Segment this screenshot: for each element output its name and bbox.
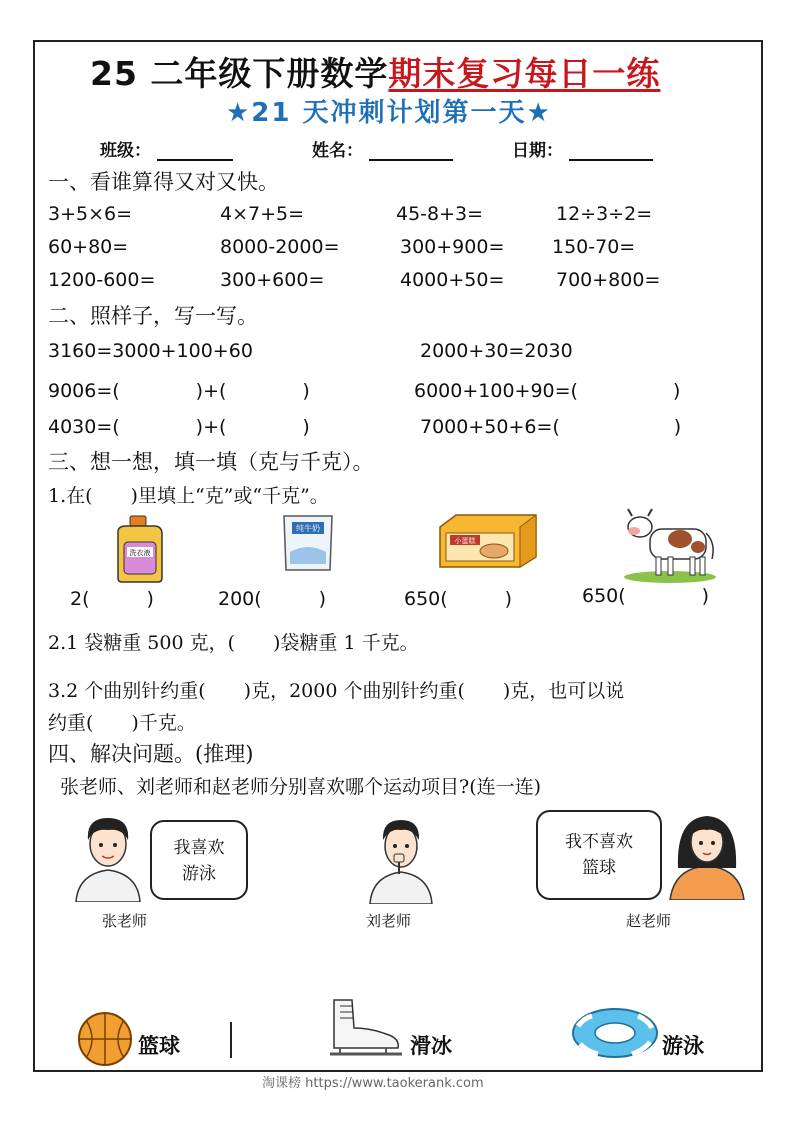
speech-bubble-zhao: 我不喜欢 篮球 (536, 810, 662, 900)
cow-icon (620, 503, 720, 583)
calc-item: 300+600= (220, 269, 325, 291)
question-2: 2.1 袋糖重 500 克，( )袋糖重 1 千克。 (48, 632, 419, 654)
calc-item: 150-70= (552, 236, 636, 258)
name-field[interactable]: 姓名： (312, 136, 453, 161)
teacher-name: 赵老师 (626, 912, 672, 930)
calc-item: 700+800= (556, 269, 661, 291)
calc-item: 8000-2000= (220, 236, 340, 258)
class-field[interactable]: 班级： (100, 136, 233, 161)
section1-heading: 一、看谁算得又对又快。 (48, 170, 279, 194)
example-right: 2000+30=2030 (420, 340, 573, 362)
divider (230, 1022, 232, 1058)
calc-item: 4000+50= (400, 269, 505, 291)
sport-label: 滑冰 (410, 1034, 452, 1058)
detergent-label: 洗衣液 (129, 549, 151, 557)
weight-blank[interactable]: 650( ) (582, 585, 710, 607)
cake-box-icon (436, 513, 540, 569)
footer-watermark: 淘课榜 https://www.taokerank.com (262, 1076, 484, 1091)
section4-heading: 四、解决问题。(推理) (48, 742, 254, 766)
calc-item: 300+900= (400, 236, 505, 258)
teacher-zhao-icon (668, 808, 746, 900)
ice-skate-icon (326, 994, 408, 1060)
page-title: 25 二年级下册数学期末复习每日一练 (90, 54, 661, 93)
calc-item: 1200-600= (48, 269, 156, 291)
teacher-liu-icon (366, 814, 436, 904)
section2-heading: 二、照样子，写一写。 (48, 304, 258, 328)
fill-item[interactable]: 7000+50+6=( ) (420, 416, 682, 438)
calc-item: 4×7+5= (220, 203, 305, 225)
fill-item[interactable]: 6000+100+90=( ) (414, 380, 681, 402)
teacher-name: 刘老师 (366, 912, 412, 930)
question-3: 3.2 个曲别针约重( )克，2000 个曲别针约重( )克，也可以说 (48, 680, 625, 702)
example-left: 3160=3000+100+60 (48, 340, 253, 362)
speech-bubble-zhang: 我喜欢 游泳 (150, 820, 248, 900)
milk-label: 纯牛奶 (296, 524, 320, 533)
question-1: 1.在( )里填上“克”或“千克”。 (48, 485, 329, 507)
question-4: 张老师、刘老师和赵老师分别喜欢哪个运动项目?(连一连) (60, 776, 542, 798)
cake-label: 小蛋糕 (454, 537, 476, 545)
weight-blank[interactable]: 2( ) (70, 588, 154, 610)
weight-blank[interactable]: 200( ) (218, 588, 327, 610)
swim-ring-icon (570, 1004, 660, 1062)
question-3-cont: 约重( )千克。 (48, 712, 196, 734)
calc-item: 45-8+3= (396, 203, 484, 225)
sport-label: 游泳 (662, 1034, 704, 1058)
section3-heading: 三、想一想，填一填（克与千克）。 (48, 450, 374, 474)
date-field[interactable]: 日期： (512, 136, 653, 161)
weight-blank[interactable]: 650( ) (404, 588, 513, 610)
sport-label: 篮球 (138, 1034, 180, 1058)
page-subtitle: ★21 天冲刺计划第一天★ (226, 98, 552, 128)
teacher-name: 张老师 (102, 912, 148, 930)
detergent-bottle-icon (110, 514, 170, 584)
fill-item[interactable]: 9006=( )+( ) (48, 380, 310, 402)
fill-item[interactable]: 4030=( )+( ) (48, 416, 310, 438)
milk-bag-icon (280, 512, 336, 574)
calc-item: 12÷3÷2= (556, 203, 653, 225)
basketball-icon (76, 1010, 134, 1068)
calc-item: 3+5×6= (48, 203, 133, 225)
teacher-zhang-icon (72, 812, 144, 902)
calc-item: 60+80= (48, 236, 129, 258)
